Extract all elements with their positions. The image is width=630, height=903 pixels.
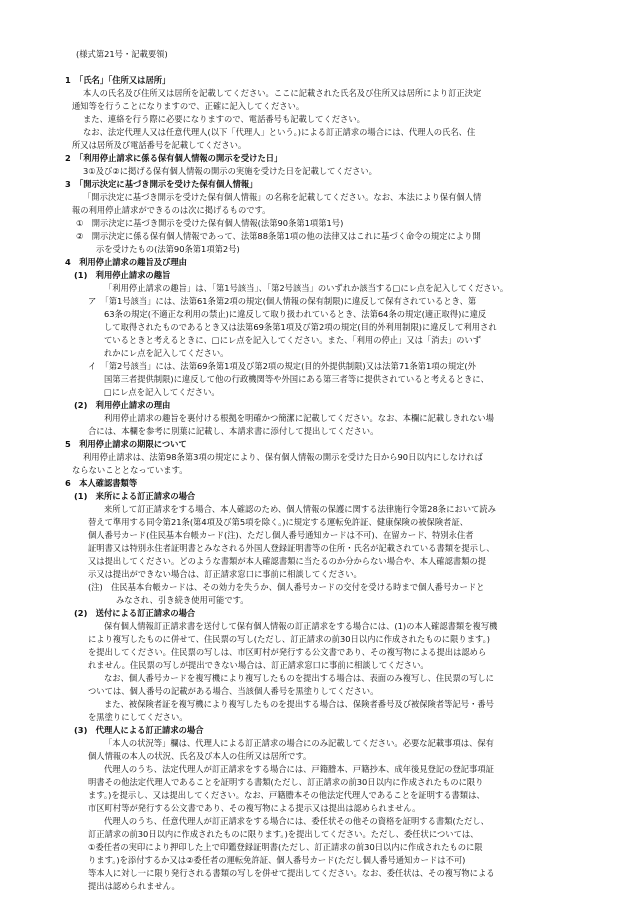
body-text-line: 明書その他法定代理人であることを証明する書類(ただし、訂正請求の前30日以内に作成されたものに限り: [88, 777, 484, 787]
body-text-line: 示を受けたもの(法第90条第1項第2号): [96, 244, 240, 254]
body-text-line: また、連絡を行う際に必要になりますので、電話番号も記載してください。: [83, 114, 365, 124]
body-text-line: 代理人のうち、任意代理人が訂正請求をする場合には、委任状その他その資格を証明する書類(ただし、: [104, 816, 489, 826]
body-text-line: 所又は居所及び電話番号を記載してください。: [72, 140, 247, 150]
body-text-line: により複写したものに併せて、住民票の写し(ただし、訂正請求の前30日以内に作成されたものに限ります。): [88, 634, 491, 644]
body-text-line: 個人情報の本人の状況、氏名及び本人の住所又は居所です。: [88, 751, 312, 761]
body-text-line: 来所して訂正請求をする場合、本人確認のため、個人情報の保護に関する法律施行令第28条において読み: [104, 504, 496, 514]
body-text-line: ① 開示決定に基づき開示を受けた保有個人情報(法第90条第1項第1号): [76, 218, 344, 228]
body-text-line: ます。)を提示し、又は提出してください。なお、戸籍謄本その他法定代理人であることを証明する書類は、: [88, 790, 485, 800]
body-text-line: 証明書又は特別永住者証明書とみなされる外国人登録証明書等の住所・氏名が記載されている書類を提示し、: [88, 543, 495, 553]
body-text-line: して取得されたものであるとき又は法第69条第1項及び第2項の規定(目的外利用制限)に違反して利用され: [104, 322, 497, 332]
body-text-line: 保有個人情報訂正請求書を送付して保有個人情報の訂正請求をする場合には、(1)の本人確認書類を複写機: [104, 621, 498, 631]
section-heading: 2 「利用停止請求に係る保有個人情報の開示を受けた日」: [65, 153, 283, 163]
body-text-line: 「本人の状況等」欄は、代理人による訂正請求の場合にのみ記載してください。必要な記載事項は、保有: [104, 738, 494, 748]
body-text-line: 通知等を行うことになりますので、正確に記入してください。: [72, 101, 305, 111]
body-text-line: 本人の氏名及び住所又は居所を記載してください。ここに記載された氏名及び住所又は居所により訂正決定: [83, 88, 482, 98]
body-text-line: イ 「第2号該当」には、法第69条第1項及び第2項の規定(目的外提供制限)又は法第71条第1項の規定(外: [88, 361, 476, 371]
section-heading: 1 「氏名」「住所又は居所」: [65, 75, 171, 85]
body-text-line: 替えて準用する同令第21条(第4項及び第5項を除く。)に規定する運転免許証、健康保険の被保険者証、: [88, 517, 469, 527]
body-text-line: を提出してください。住民票の写しは、市区町村が発行する公文書であり、その複写物による提出は認めら: [88, 647, 487, 657]
body-text-line: (注) 住民基本台帳カードは、その効力を失うか、個人番号カードの交付を受ける時まで個人番号カードと: [88, 582, 485, 592]
body-text-line: 提出は認められません。: [88, 881, 180, 891]
body-text-line: 代理人のうち、法定代理人が訂正請求をする場合には、戸籍謄本、戸籍抄本、成年後見登記の登記事項証: [104, 764, 494, 774]
body-text-line: れかにレ点を記入してください。: [104, 348, 229, 358]
body-text-line: 合には、本欄を参考に別葉に記載し、本請求書に添付して提出してください。: [88, 426, 379, 436]
body-text-line: 利用停止請求は、法第98条第3項の規定により、保有個人情報の開示を受けた日から90日以内にしなければ: [83, 452, 483, 462]
body-text-line: ア 「第1号該当」には、法第61条第2項の規定(個人情報の保有制限)に違反して保有されているとき、第: [88, 296, 477, 306]
body-text-line: ついては、個人番号の記載がある場合、当該個人番号を黒塗りしてください。: [88, 686, 379, 696]
body-text-line: を黒塗りにしてください。: [88, 712, 188, 722]
body-text-line: 個人番号カード(住民基本台帳カード(注)、ただし個人番号通知カードは不可)、在留カード、特別永住者: [88, 530, 474, 540]
section-heading: 5 利用停止請求の期限について: [65, 439, 187, 449]
section-heading: (1) 来所による訂正請求の場合: [74, 491, 196, 501]
section-heading: (1) 利用停止請求の趣旨: [74, 270, 171, 280]
body-text-line: 示又は提出ができない場合は、訂正請求窓口に事前に相談してください。: [88, 569, 362, 579]
section-heading: 3 「開示決定に基づき開示を受けた保有個人情報」: [65, 179, 258, 189]
body-text-line: ①委任者の実印により押印した上で印鑑登録証明書(ただし、訂正請求の前30日以内に作成されたものに限: [88, 842, 483, 852]
body-text-line: 利用停止請求の趣旨を裏付ける根拠を明確かつ簡潔に記載してください。なお、本欄に記載しきれない場: [104, 413, 494, 423]
body-text-line: れません。住民票の写しが提出できない場合は、訂正請求窓口に事前に相談してください。: [88, 660, 429, 670]
body-text-line: 市区町村等が発行する公文書であり、その複写物による提示又は提出は認められません。: [88, 803, 421, 813]
body-text-line: 「利用停止請求の趣旨」は、「第1号該当」、「第2号該当」のいずれか該当する□にレ点を記入してください。: [104, 283, 509, 293]
body-text-line: なお、法定代理人又は任意代理人(以下「代理人」という。)による訂正請求の場合には、代理人の氏名、住: [83, 127, 476, 137]
body-text-line: 又は提出してください。どのような書類が本人確認書類に当たるのか分からない場合や、本人確認書類の提: [88, 556, 487, 566]
section-heading: 6 本人確認書類等: [65, 478, 138, 488]
section-heading: (2) 利用停止請求の理由: [74, 400, 171, 410]
body-text-line: 等本人に対し一に限り発行される書類の写しを併せて提出してください。なお、委任状は、その複写物による: [88, 868, 495, 878]
body-text-line: 63条の規定(不適正な利用の禁止)に違反して取り扱われているとき、法第64条の規定(適正取得)に違反: [104, 309, 487, 319]
body-text-line: 訂正請求の前30日以内に作成されたものに限ります。)を提出してください。ただし、委任状については、: [88, 829, 479, 839]
body-text-line: ているときと考えるときに、□にレ点を記入してください。また、「利用の停止」又は「消去」のいず: [104, 335, 482, 345]
body-text-line: □にレ点を記入してください。: [104, 387, 220, 397]
body-text-line: 報の利用停止請求ができるのは次に掲げるものです。: [72, 205, 271, 215]
body-text-line: 国第三者提供制限)に違反して他の行政機関等や外国にある第三者等に提供されていると考えるときに、: [104, 374, 489, 384]
section-heading: (3) 代理人による訂正請求の場合: [74, 725, 204, 735]
body-text-line: 「開示決定に基づき開示を受けた保有個人情報」の名称を記載してください。なお、本法により保有個人情: [83, 192, 482, 202]
body-text-line: 3①及び②に掲げる保有個人情報の開示の実施を受けた日を記載してください。: [83, 166, 377, 176]
section-heading: (2) 送付による訂正請求の場合: [74, 608, 196, 618]
body-text-line: なお、個人番号カードを複写機により複写したものを提出する場合は、表面のみ複写し、住民票の写しに: [104, 673, 494, 683]
body-text-line: (様式第21号・記載要領): [76, 49, 168, 59]
body-text-line: ② 開示決定に係る保有個人情報であって、法第88条第1項の他の法律又はこれに基づく命令の規定により開: [76, 231, 481, 241]
body-text-line: また、被保険者証を複写機により複写したものを提出する場合は、保険者番号及び被保険者等記号・番号: [104, 699, 494, 709]
body-text-line: ります。)を添付するか又は②委任者の運転免許証、個人番号カード(ただし個人番号通知カードは不可): [88, 855, 466, 865]
section-heading: 4 利用停止請求の趣旨及び理由: [65, 257, 187, 267]
body-text-line: ならないこととなっています。: [72, 465, 188, 475]
body-text-line: みなされ、引き続き使用可能です。: [116, 595, 249, 605]
